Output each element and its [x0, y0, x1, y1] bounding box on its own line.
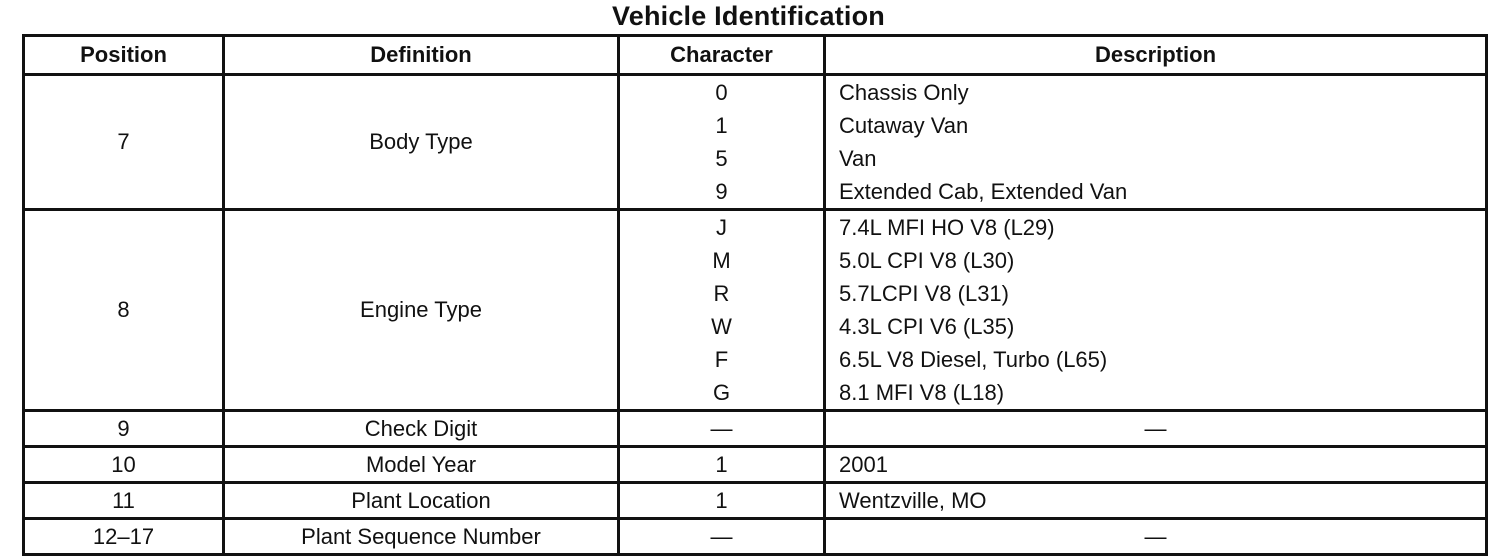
description-value: 5.7LCPI V8 (L31): [839, 281, 1009, 306]
position-cell: 11: [24, 483, 224, 519]
character-value: R: [713, 281, 730, 306]
table-row-plant-location: [24, 483, 1487, 519]
description-value: 6.5L V8 Diesel, Turbo (L65): [839, 347, 1108, 372]
definition-cell: Plant Sequence Number: [224, 519, 619, 555]
description-value: 8.1 MFI V8 (L18): [839, 380, 1005, 405]
description-cell: [825, 210, 1487, 411]
position-cell: 9: [24, 411, 224, 447]
character-cell: —: [619, 411, 825, 447]
table-row-engine-type: [24, 210, 1487, 411]
description-value: Cutaway Van: [839, 113, 969, 138]
character-value: W: [711, 314, 732, 339]
definition-cell: Model Year: [224, 447, 619, 483]
character-value: M: [712, 248, 731, 273]
description-cell: 2001: [825, 447, 1487, 483]
character-value: 1: [715, 113, 728, 138]
table-row-check-digit: [24, 411, 1487, 447]
character-cell: 1: [619, 483, 825, 519]
character-cell: 1: [619, 447, 825, 483]
table-row-plant-sequence-number: [24, 519, 1487, 555]
column-header-position: Position: [24, 36, 224, 75]
column-header-description: Description: [825, 36, 1487, 75]
definition-cell: Body Type: [224, 75, 619, 210]
character-value: 0: [715, 80, 728, 105]
description-value: Van: [839, 146, 877, 171]
description-value: Extended Cab, Extended Van: [839, 179, 1128, 204]
definition-cell: Plant Location: [224, 483, 619, 519]
definition-cell: Engine Type: [224, 210, 619, 411]
table-row-model-year: [24, 447, 1487, 483]
character-value: F: [714, 347, 729, 372]
description-value: Chassis Only: [839, 80, 969, 105]
definition-cell: Check Digit: [224, 411, 619, 447]
character-cell: —: [619, 519, 825, 555]
column-header-character: Character: [619, 36, 825, 75]
table-row-body-type: [24, 75, 1487, 210]
description-value: 5.0L CPI V8 (L30): [839, 248, 1015, 273]
page-title: Vehicle Identification: [612, 1, 885, 31]
vehicle-identification-table: [22, 34, 1488, 556]
description-cell: —: [825, 519, 1487, 555]
position-cell: 12–17: [24, 519, 224, 555]
character-value: 9: [715, 179, 728, 204]
description-value: 4.3L CPI V6 (L35): [839, 314, 1015, 339]
description-cell: —: [825, 411, 1487, 447]
character-cell: [619, 75, 825, 210]
description-cell: [825, 75, 1487, 210]
character-value: J: [716, 215, 727, 240]
header-row: [24, 36, 1487, 75]
character-cell: [619, 210, 825, 411]
description-value: 7.4L MFI HO V8 (L29): [839, 215, 1055, 240]
position-cell: 8: [24, 210, 224, 411]
position-cell: 10: [24, 447, 224, 483]
description-cell: Wentzville, MO: [825, 483, 1487, 519]
character-value: G: [712, 380, 731, 405]
character-value: 5: [715, 146, 728, 171]
column-header-definition: Definition: [224, 36, 619, 75]
position-cell: 7: [24, 75, 224, 210]
